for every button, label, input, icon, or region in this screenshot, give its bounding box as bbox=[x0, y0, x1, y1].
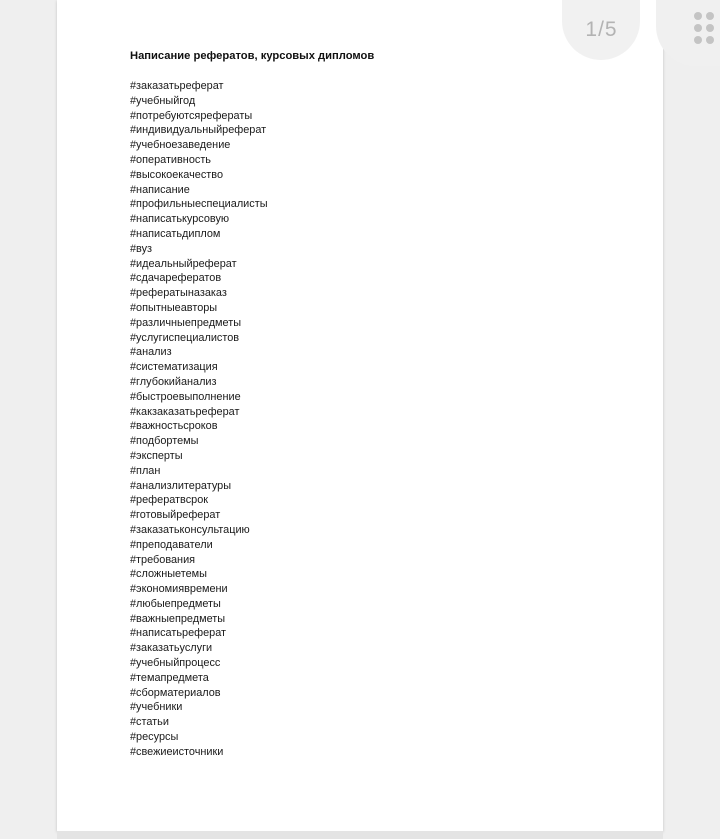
hashtag-item: #учебноезаведение bbox=[130, 139, 231, 152]
hashtag-item: #учебныйгод bbox=[130, 94, 196, 107]
hashtag-item: #сложныетемы bbox=[130, 568, 207, 581]
hashtag-item: #статьи bbox=[130, 716, 169, 729]
hashtag-item: #систематизация bbox=[130, 361, 218, 374]
grid-dot bbox=[706, 12, 714, 20]
hashtag-item: #анализлитературы bbox=[130, 479, 232, 492]
hashtag-item: #свежиеисточники bbox=[130, 745, 224, 758]
grid-dots-icon bbox=[694, 12, 718, 46]
hashtag-item: #опытныеавторы bbox=[130, 301, 218, 314]
hashtag-item: #написатькурсовую bbox=[130, 213, 230, 226]
hashtag-item: #рефератыназаказ bbox=[130, 287, 227, 300]
hashtag-item: #темапредмета bbox=[130, 671, 209, 684]
hashtag-item: #вуз bbox=[130, 242, 153, 255]
hashtag-item: #услугиспециалистов bbox=[130, 331, 240, 344]
page-content bbox=[130, 49, 643, 760]
hashtag-item: #важностьсроков bbox=[130, 420, 218, 433]
page-grid-button[interactable] bbox=[656, 0, 720, 66]
hashtag-item: #заказатьконсультацию bbox=[130, 523, 250, 536]
current-page-number: 1 bbox=[585, 18, 598, 41]
hashtag-item: #заказатьуслуги bbox=[130, 642, 213, 655]
hashtag-item: #экономиявремени bbox=[130, 583, 228, 596]
grid-dot bbox=[694, 12, 702, 20]
hashtag-item: #сборматериалов bbox=[130, 686, 221, 699]
next-page-edge bbox=[57, 831, 663, 839]
hashtag-item: #учебныйпроцесс bbox=[130, 657, 221, 670]
hashtag-item: #различныепредметы bbox=[130, 316, 242, 329]
hashtag-item: #написатьдиплом bbox=[130, 227, 221, 240]
document-title: Написание рефератов, курсовых дипломов bbox=[130, 50, 375, 62]
grid-dot bbox=[694, 36, 702, 44]
hashtag-item: #любыепредметы bbox=[130, 597, 221, 610]
hashtag-item: #какзаказатьреферат bbox=[130, 405, 240, 418]
hashtag-item: #написатьреферат bbox=[130, 627, 227, 640]
hashtag-item: #профильныеспециалисты bbox=[130, 198, 268, 211]
hashtag-item: #быстроевыполнение bbox=[130, 390, 241, 403]
hashtag-item: #анализ bbox=[130, 346, 172, 359]
hashtag-list bbox=[130, 79, 643, 760]
hashtag-item: #индивидуальныйреферат bbox=[130, 124, 267, 137]
grid-dot bbox=[706, 36, 714, 44]
page-separator: / bbox=[598, 18, 604, 41]
hashtag-item: #оперативность bbox=[130, 153, 211, 166]
hashtag-item: #план bbox=[130, 464, 161, 477]
hashtag-item: #написание bbox=[130, 183, 190, 196]
hashtag-item: #важныепредметы bbox=[130, 612, 226, 625]
hashtag-item: #готовыйреферат bbox=[130, 509, 221, 522]
hashtag-item: #ресурсы bbox=[130, 731, 179, 744]
hashtag-item: #идеальныйреферат bbox=[130, 257, 237, 270]
hashtag-item: #рефератвсрок bbox=[130, 494, 209, 507]
hashtag-item: #сдачарефератов bbox=[130, 272, 222, 285]
hashtag-item: #глубокийанализ bbox=[130, 375, 217, 388]
hashtag-item: #заказатьреферат bbox=[130, 80, 224, 92]
total-pages-number: 5 bbox=[604, 18, 617, 41]
grid-dot bbox=[694, 24, 702, 32]
hashtag-item: #потребуютсярефераты bbox=[130, 109, 253, 122]
hashtag-item: #учебники bbox=[130, 701, 183, 714]
hashtag-item: #подбортемы bbox=[130, 435, 199, 448]
grid-dot bbox=[706, 24, 714, 32]
hashtag-item: #высокоекачество bbox=[130, 168, 224, 181]
hashtag-item: #преподаватели bbox=[130, 538, 213, 551]
hashtag-item: #требования bbox=[130, 553, 196, 566]
hashtag-item: #эксперты bbox=[130, 449, 183, 462]
document-page bbox=[57, 0, 663, 831]
